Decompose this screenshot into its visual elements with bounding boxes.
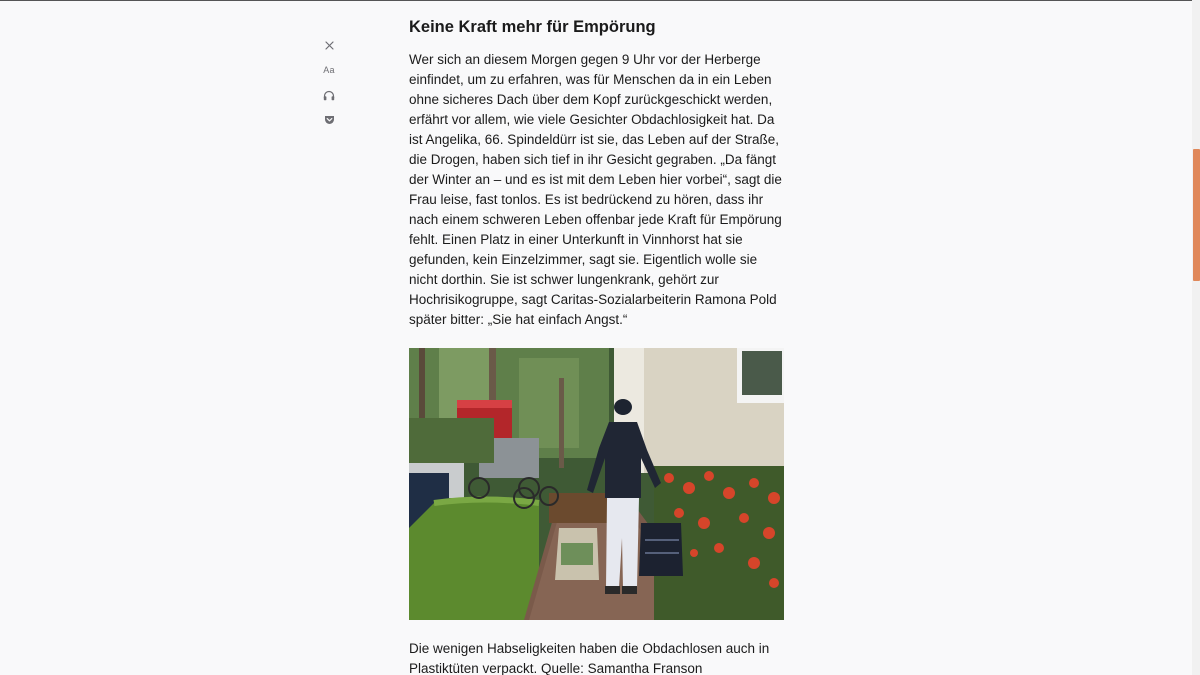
headphones-icon (323, 90, 335, 101)
pocket-icon (324, 115, 335, 125)
article-paragraph: Wer sich an diesem Morgen gegen 9 Uhr vor der Herberge einfindet, um zu erfahren, was für Menschen da in ein Leben ohne sicheres Dach über dem Kopf zurückgeschickt werden, erfährt vor allem, wie viele Gesichter Obdachlosigkeit hat. Da ist Angelika, 66. Spindeldürr ist sie, das Leben auf der Straße, die Drogen, haben sich tief in ihr Gesicht gegraben. „Da fängt der Winter an – und es ist mit dem Leben hier vorbei“, sagt die Frau leise, fast tonlos. Es ist bedrückend zu hören, dass ihr nach einem schweren Leben offenbar jede Kraft für Empörung fehlt. Einen Platz in einer Unterkunft in Vinnhorst hat sie gefunden, kein Einzelzimmer, sagt sie. Eigentlich wolle sie nicht dorthin. Sie ist schwer lungenkrank, gehört zur Hochrisikogruppe, sagt Caritas-Sozialarbeiterin Ramona Pold später bitter: „Sie hat einfach Angst.“ (409, 52, 782, 327)
photo-caption: Die wenigen Habseligkeiten haben die Obdachlosen auch in Plastiktüten verpackt. Quelle: Samantha Franson (409, 641, 770, 675)
article-headline: Keine Kraft mehr für Empörung (409, 18, 656, 36)
scrollbar-thumb[interactable] (1193, 149, 1200, 281)
article-photo (409, 348, 784, 620)
narrate-button[interactable] (318, 86, 340, 104)
article (409, 0, 785, 675)
close-button[interactable] (318, 36, 340, 54)
save-to-pocket-button[interactable] (318, 111, 340, 129)
close-icon (325, 41, 334, 50)
reader-toolbar (318, 36, 340, 136)
type-controls-button[interactable] (318, 61, 340, 79)
vertical-scrollbar[interactable] (1192, 0, 1200, 675)
type-controls-icon: Aa (323, 65, 335, 75)
